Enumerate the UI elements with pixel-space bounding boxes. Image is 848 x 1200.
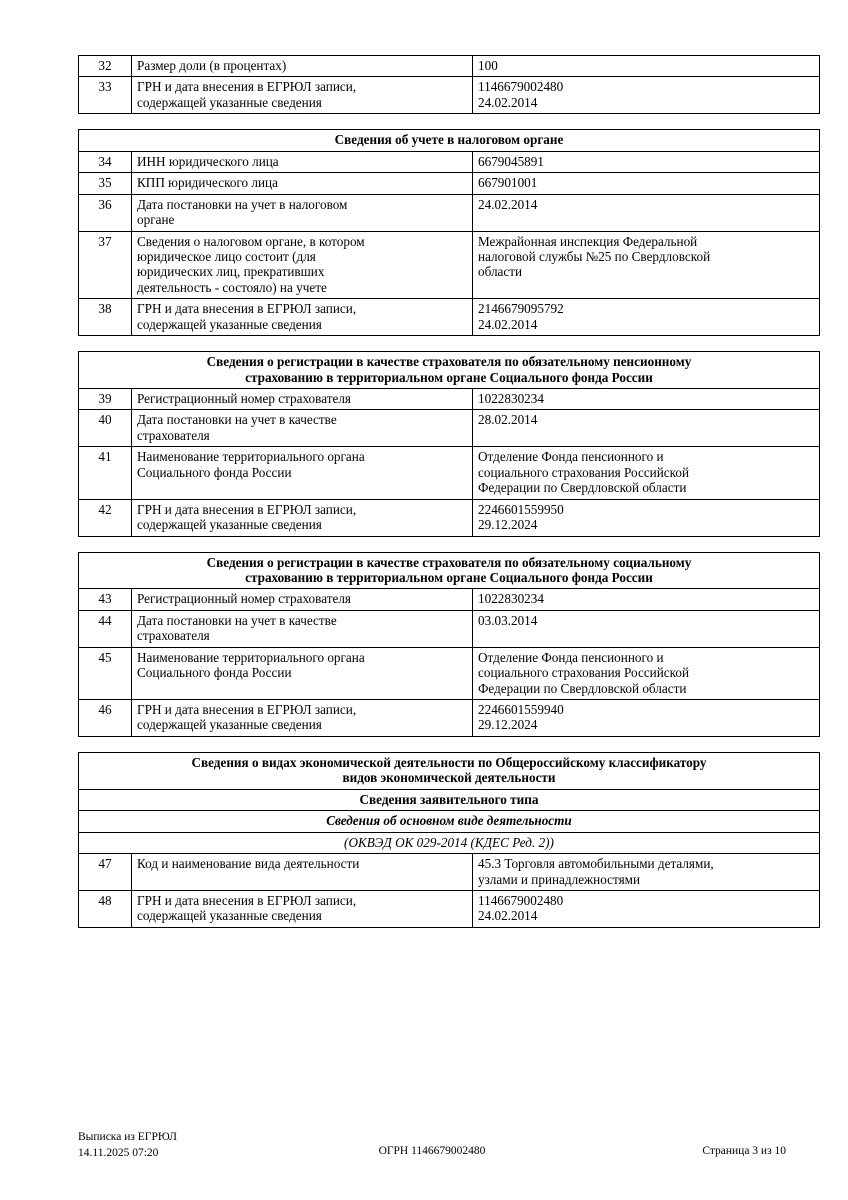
table-row	[79, 56, 820, 77]
row-value	[473, 389, 820, 410]
value-line: 1022830234	[478, 391, 544, 406]
label-line: органе	[137, 212, 175, 228]
row-label	[132, 77, 473, 114]
table-row	[79, 410, 820, 447]
label-line: ГРН и дата внесения в ЕГРЮЛ записи,	[137, 501, 357, 517]
table-spacer-row	[79, 336, 820, 352]
table-section-row	[79, 811, 820, 832]
table-spacer-row	[79, 536, 820, 552]
label-line: ГРН и дата внесения в ЕГРЮЛ записи,	[137, 79, 357, 95]
row-value	[473, 231, 820, 299]
value-line: 24.02.2014	[478, 908, 538, 924]
table-row	[79, 610, 820, 647]
subsection-note	[79, 832, 820, 853]
header-line: страхованию в территориальном органе Социального фонда России	[245, 369, 653, 385]
table-row	[79, 173, 820, 194]
header-line: Сведения о регистрации в качестве страхователя по обязательному пенсионному	[206, 354, 692, 370]
table-section-row	[79, 832, 820, 853]
row-number: 37	[79, 231, 132, 299]
row-number: 34	[79, 151, 132, 172]
value-line: 2146679095792	[478, 301, 564, 317]
subsection-header	[79, 789, 820, 810]
row-label	[132, 610, 473, 647]
label-line: ГРН и дата внесения в ЕГРЮЛ записи,	[137, 301, 357, 317]
label-line: Дата постановки на учет в качестве	[137, 412, 337, 428]
header-line: Сведения об учете в налоговом органе	[334, 132, 564, 148]
value-line: Отделение Фонда пенсионного и	[478, 449, 664, 465]
section-header	[79, 130, 820, 151]
row-number: 45	[79, 647, 132, 699]
label-line: страхователя	[137, 427, 210, 443]
row-number: 40	[79, 410, 132, 447]
section-header	[79, 552, 820, 589]
value-line: Отделение Фонда пенсионного и	[478, 649, 664, 665]
value-line: Федерации по Свердловской области	[478, 680, 687, 696]
row-value	[473, 56, 820, 77]
row-value	[473, 173, 820, 194]
table-section-row	[79, 752, 820, 789]
value-line: Федерации по Свердловской области	[478, 480, 687, 496]
value-line: 2246601559940	[478, 702, 564, 717]
value-line: 1146679002480	[478, 892, 564, 908]
label-line: Дата постановки на учет в качестве	[137, 612, 337, 628]
row-label	[132, 194, 473, 231]
header-line: страхованию в территориальном органе Социального фонда России	[245, 569, 653, 585]
row-label	[132, 647, 473, 699]
spacer-cell	[79, 536, 820, 552]
value-line: 1146679002480	[478, 79, 564, 95]
label-line: Сведения о налоговом органе, в котором	[137, 233, 365, 249]
value-line: области	[478, 264, 523, 280]
value-line: 45.3 Торговля автомобильными деталями,	[478, 856, 714, 872]
row-number: 47	[79, 854, 132, 891]
footer-ogrn: ОГРН 1146679002480	[378, 1145, 486, 1157]
row-number: 46	[79, 700, 132, 737]
row-number: 38	[79, 299, 132, 336]
label-line: страхователя	[137, 628, 210, 644]
table-row	[79, 194, 820, 231]
header-line: Сведения об основном виде деятельности	[326, 813, 572, 829]
egrul-data-table	[78, 55, 820, 928]
value-line: 24.02.2014	[478, 316, 538, 332]
header-line: Сведения заявительного типа	[359, 791, 539, 807]
label-line: Код и наименование вида деятельности	[137, 856, 360, 872]
label-line: юридических лиц, прекративших	[137, 264, 325, 280]
row-label	[132, 173, 473, 194]
table-row	[79, 700, 820, 737]
table-row	[79, 854, 820, 891]
row-value	[473, 890, 820, 927]
row-label	[132, 499, 473, 536]
value-line: 667901001	[478, 175, 538, 191]
table-row	[79, 890, 820, 927]
label-line: Наименование территориального органа	[137, 649, 365, 665]
table-row	[79, 647, 820, 699]
value-line: 1022830234	[478, 591, 544, 607]
row-value	[473, 610, 820, 647]
row-label	[132, 854, 473, 891]
value-line: 29.12.2024	[478, 717, 538, 733]
row-number: 32	[79, 56, 132, 77]
label-line: содержащей указанные сведения	[137, 717, 322, 733]
value-line: 29.12.2024	[478, 517, 538, 533]
row-label	[132, 151, 473, 172]
label-line: содержащей указанные сведения	[137, 517, 322, 533]
label-line: юридическое лицо состоит (для	[137, 248, 316, 264]
section-header	[79, 352, 820, 389]
row-label	[132, 299, 473, 336]
row-value	[473, 299, 820, 336]
value-line: социального страхования Российской	[478, 464, 690, 480]
label-line: содержащей указанные сведения	[137, 316, 322, 332]
table-row	[79, 151, 820, 172]
value-line: 100	[478, 58, 498, 73]
value-line: 2246601559950	[478, 501, 564, 517]
table-row	[79, 231, 820, 299]
row-label	[132, 231, 473, 299]
row-label	[132, 589, 473, 610]
row-number: 36	[79, 194, 132, 231]
row-value	[473, 700, 820, 737]
row-value	[473, 151, 820, 172]
row-label	[132, 410, 473, 447]
value-line: налоговой службы №25 по Свердловской	[478, 248, 711, 264]
label-line: Социального фонда России	[137, 464, 292, 480]
label-line: содержащей указанные сведения	[137, 908, 322, 924]
row-number: 42	[79, 499, 132, 536]
header-line: видов экономической деятельности	[342, 770, 556, 786]
table-spacer-row	[79, 114, 820, 130]
label-line: ИНН юридического лица	[137, 153, 279, 169]
value-line: 03.03.2014	[478, 612, 538, 628]
page-footer	[78, 1130, 786, 1164]
label-line: Социального фонда России	[137, 665, 292, 681]
table-section-row	[79, 789, 820, 810]
row-label	[132, 56, 473, 77]
row-value	[473, 854, 820, 891]
row-label	[132, 389, 473, 410]
row-number: 43	[79, 589, 132, 610]
table-section-row	[79, 352, 820, 389]
row-value	[473, 589, 820, 610]
label-line: ГРН и дата внесения в ЕГРЮЛ записи,	[137, 702, 357, 717]
value-line: 6679045891	[478, 153, 544, 169]
row-number: 35	[79, 173, 132, 194]
value-line: 28.02.2014	[478, 412, 538, 428]
table-row	[79, 299, 820, 336]
table-row	[79, 389, 820, 410]
label-line: КПП юридического лица	[137, 175, 278, 191]
label-line: Наименование территориального органа	[137, 449, 365, 465]
value-line: Межрайонная инспекция Федеральной	[478, 233, 698, 249]
header-line: Сведения о регистрации в качестве страхователя по обязательному социальному	[206, 554, 692, 570]
label-line: деятельность - состояло) на учете	[137, 279, 327, 295]
table-spacer-row	[79, 736, 820, 752]
spacer-cell	[79, 336, 820, 352]
label-line: Регистрационный номер страхователя	[137, 591, 351, 607]
table-body	[79, 56, 820, 928]
label-line: ГРН и дата внесения в ЕГРЮЛ записи,	[137, 892, 357, 908]
table-section-row	[79, 130, 820, 151]
table-row	[79, 447, 820, 499]
table-section-row	[79, 552, 820, 589]
table-row	[79, 589, 820, 610]
row-number: 48	[79, 890, 132, 927]
spacer-cell	[79, 736, 820, 752]
footer-doc-title: Выписка из ЕГРЮЛ	[78, 1131, 177, 1143]
row-value	[473, 77, 820, 114]
row-value	[473, 410, 820, 447]
row-number: 44	[79, 610, 132, 647]
row-value	[473, 499, 820, 536]
label-line: содержащей указанные сведения	[137, 94, 322, 110]
row-label	[132, 447, 473, 499]
row-number: 41	[79, 447, 132, 499]
value-line: социального страхования Российской	[478, 665, 690, 681]
value-line: узлами и принадлежностями	[478, 871, 641, 887]
label-line: Регистрационный номер страхователя	[137, 391, 351, 406]
header-line: Сведения о видах экономической деятельности по Общероссийскому классификатору	[191, 754, 707, 770]
label-line: Дата постановки на учет в налоговом	[137, 196, 348, 212]
table-row	[79, 77, 820, 114]
row-number: 39	[79, 389, 132, 410]
row-number: 33	[79, 77, 132, 114]
value-line: 24.02.2014	[478, 196, 538, 212]
row-value	[473, 647, 820, 699]
section-header	[79, 752, 820, 789]
value-line: 24.02.2014	[478, 94, 538, 110]
label-line: Размер доли (в процентах)	[137, 58, 287, 73]
row-label	[132, 700, 473, 737]
subsection-italic-header	[79, 811, 820, 832]
row-label	[132, 890, 473, 927]
row-value	[473, 447, 820, 499]
footer-page-number: Страница 3 из 10	[702, 1145, 786, 1157]
table-row	[79, 499, 820, 536]
header-line: (ОКВЭД ОК 029-2014 (КДЕС Ред. 2))	[344, 834, 554, 850]
footer-generated-at: 14.11.2025 07:20	[78, 1146, 159, 1159]
row-value	[473, 194, 820, 231]
spacer-cell	[79, 114, 820, 130]
